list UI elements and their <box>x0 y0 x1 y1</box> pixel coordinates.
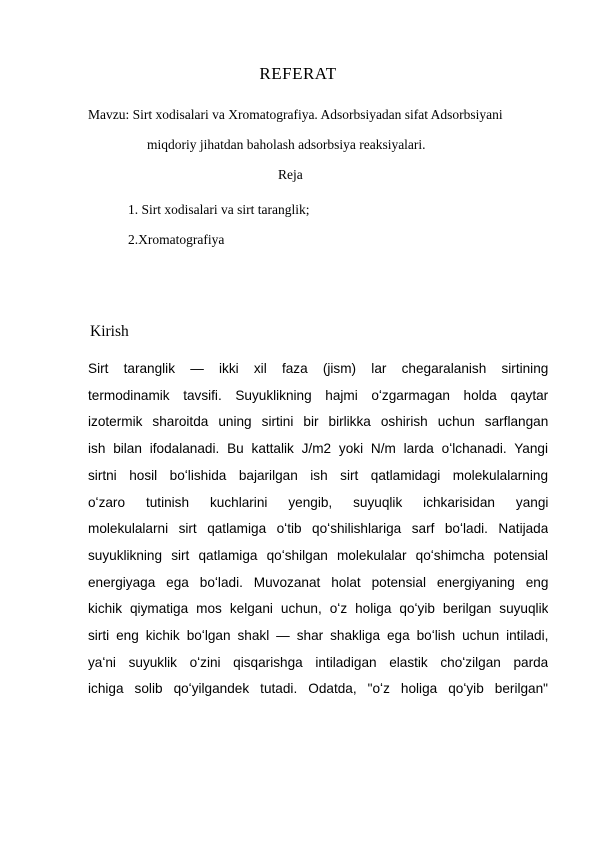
paragraph-line: molekulalarni sirt qatlamiga oʻtib qoʻshilishlariga sarf boʻladi. Natijada <box>88 521 548 537</box>
paragraph-line: termodinamik tavsifi. Suyuklikning hajmi oʻzgarmagan holda qaytar <box>88 387 548 403</box>
paragraph-line: oʻzaro tutinish kuchlarini yengib, suyuqlik ichkarisidan yangi <box>88 494 548 510</box>
paragraph-line: ichiga solib qoʻyilgandek tutadi. Odatda, "oʻz holiga qoʻyib berilgan" <box>88 681 548 697</box>
paragraph-line: izotermik sharoitda uning sirtini bir birlikka oshirish uchun sarflangan <box>88 414 548 430</box>
paragraph-line: yaʻni suyuklik oʻzini qisqarishga intiladigan elastik choʻzilgan parda <box>88 654 548 670</box>
topic-line-1: Mavzu: Sirt xodisalari va Xromatografiya. Adsorbsiyadan sifat Adsorbsiyani <box>88 107 503 122</box>
paragraph-line: energiyaga ega boʻladi. Muvozanat holat potensial energiyaning eng <box>88 574 548 590</box>
body-paragraph <box>88 356 548 703</box>
paragraph-line: sirti eng kichik boʻlgan shakl — shar shakliga ega boʻlish uchun intiladi, <box>88 628 548 644</box>
paragraph-line: ish bilan ifodalanadi. Bu kattalik J/m2 yoki N/m larda oʻlchanadi. Yangi <box>88 441 548 457</box>
paragraph-line: sirtni hosil boʻlishida bajarilgan ish sirt qatlamidagi molekulalarning <box>88 467 548 483</box>
plan-heading: Reja <box>278 167 303 182</box>
plan-item: 1. Sirt xodisalari va sirt taranglik; <box>128 202 310 217</box>
topic-line-2: miqdoriy jihatdan baholash adsorbsiya reaksiyalari. <box>147 137 426 152</box>
plan-list <box>128 201 309 261</box>
paragraph-line: Sirt taranglik — ikki xil faza (jism) lar chegaralanish sirtining <box>88 361 548 376</box>
paragraph-line: suyuklikning sirt qatlamiga qoʻshilgan molekulalar qoʻshimcha potensial <box>88 547 548 563</box>
document-title: REFERAT <box>259 64 337 83</box>
plan-item: 2.Xromatografiya <box>128 232 225 247</box>
section-heading: Kirish <box>90 323 129 340</box>
paragraph-line: kichik qiymatiga mos kelgani uchun, oʻz holiga qoʻyib berilgan suyuqlik <box>88 601 548 617</box>
